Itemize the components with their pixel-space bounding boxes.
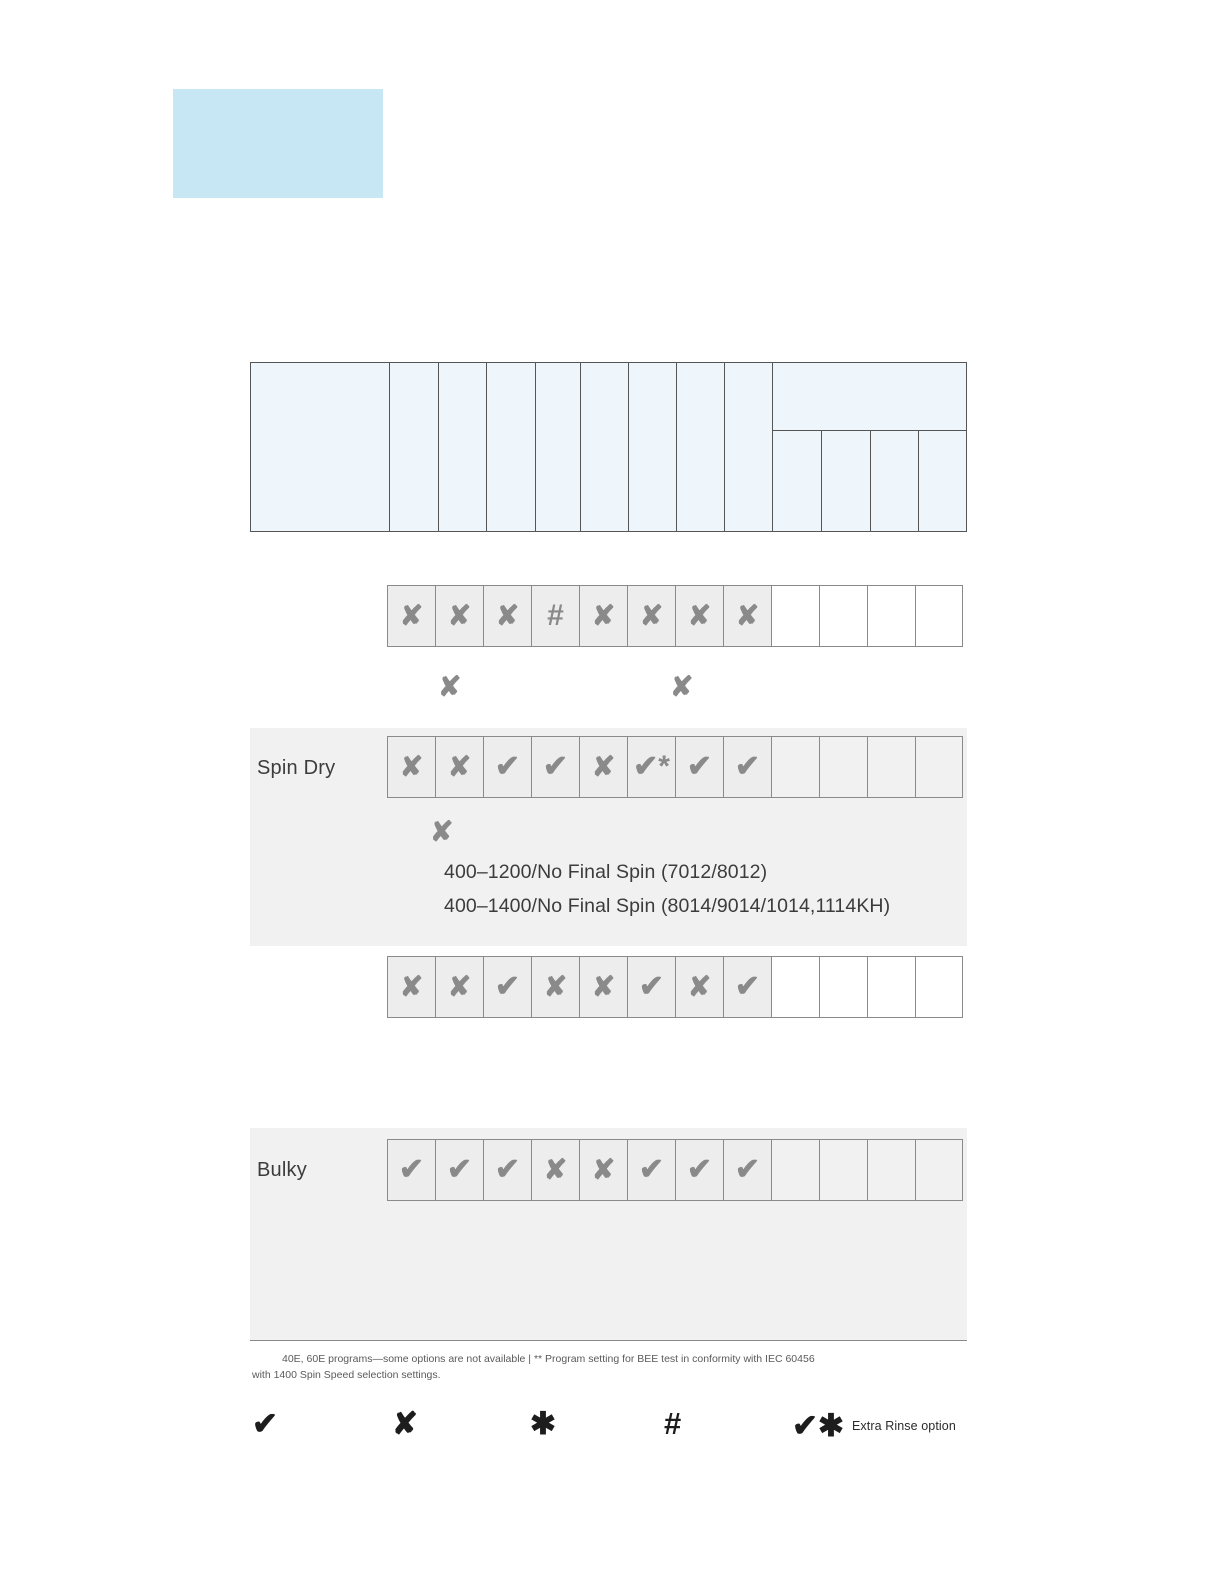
cross-icon: ✘	[591, 751, 616, 782]
legend-item-extra-rinse	[792, 1410, 956, 1441]
spin-speed-note-2: 400–1400/No Final Spin (8014/9014/1014,1114KH)	[444, 895, 891, 917]
header-cell-5	[535, 362, 580, 532]
table-cell[interactable]	[579, 956, 627, 1018]
check-icon: ✔	[494, 750, 521, 783]
legend	[240, 1404, 970, 1450]
check-icon: ✔	[734, 750, 761, 783]
cross-icon: ✘	[687, 600, 712, 631]
legend-item-cross	[392, 1408, 426, 1439]
table-cell[interactable]	[819, 956, 867, 1018]
table-cell[interactable]	[915, 585, 963, 647]
check-icon: ✔	[638, 1153, 665, 1186]
cross-icon: ✘	[438, 671, 462, 702]
footnote-line-2: with 1400 Spin Speed selection settings.	[252, 1368, 441, 1381]
table-cell[interactable]	[867, 956, 915, 1018]
cross-icon: ✘	[430, 816, 454, 847]
check-icon: ✔	[494, 970, 521, 1003]
check-icon: ✔	[686, 1153, 713, 1186]
hash-icon: #	[664, 1406, 682, 1441]
check-icon: ✔	[446, 1153, 473, 1186]
table-cell[interactable]	[627, 956, 675, 1018]
cross-icon: ✘	[591, 600, 616, 631]
header-subcell-1	[772, 430, 821, 532]
check-icon: ✔	[734, 970, 761, 1003]
table-cell[interactable]	[387, 956, 435, 1018]
header-cell-1	[250, 362, 389, 532]
table-cell[interactable]	[675, 1139, 723, 1201]
legend-item-check	[252, 1408, 286, 1439]
check-icon: ✔	[542, 750, 569, 783]
header-cell-6	[580, 362, 628, 532]
table-cell[interactable]	[819, 736, 867, 798]
table-cell[interactable]	[819, 585, 867, 647]
header-cell-4	[486, 362, 535, 532]
table-cell[interactable]	[531, 585, 579, 647]
legend-label: Extra Rinse option	[851, 1418, 956, 1433]
cross-icon: ✘	[639, 600, 664, 631]
table-cell[interactable]	[915, 1139, 963, 1201]
table-bottom-divider	[250, 1340, 967, 1341]
header-subcell-3	[870, 430, 918, 532]
cross-icon: ✘	[392, 1406, 418, 1441]
header-cell-8	[676, 362, 724, 532]
table-cell[interactable]	[483, 1139, 531, 1201]
header-cell-3	[438, 362, 486, 532]
cross-icon: ✘	[591, 1154, 616, 1185]
hash-icon: #	[547, 599, 564, 632]
footnote-line-1: 40E, 60E programs—some options are not available | ** Program setting for BEE test in conformity with IEC 60456	[282, 1353, 815, 1365]
row-1-cells	[387, 585, 963, 647]
table-cell[interactable]	[723, 956, 771, 1018]
table-cell[interactable]	[579, 736, 627, 798]
check-icon: ✔	[494, 1153, 521, 1186]
check-star-icon: ✔*	[633, 750, 670, 783]
cross-icon: ✘	[591, 971, 616, 1002]
check-star-icon: ✔✱	[792, 1408, 844, 1443]
blue-header-block	[173, 89, 383, 198]
table-cell[interactable]	[675, 736, 723, 798]
table-cell[interactable]	[483, 585, 531, 647]
cross-icon: ✘	[447, 971, 472, 1002]
row-label-bulky: Bulky	[257, 1159, 307, 1181]
cross-icon: ✘	[399, 751, 424, 782]
table-cell[interactable]	[723, 1139, 771, 1201]
table-cell[interactable]	[723, 736, 771, 798]
table-cell[interactable]	[435, 736, 483, 798]
cross-icon: ✘	[543, 971, 568, 1002]
table-cell[interactable]	[435, 956, 483, 1018]
table-cell[interactable]	[867, 585, 915, 647]
row-bulky-cells	[387, 1139, 963, 1201]
table-cell[interactable]	[435, 1139, 483, 1201]
table-cell[interactable]	[387, 585, 435, 647]
table-cell[interactable]	[771, 585, 819, 647]
header-subcell-2	[821, 430, 870, 532]
table-cell[interactable]	[627, 736, 675, 798]
spin-speed-note-1: 400–1200/No Final Spin (7012/8012)	[444, 861, 768, 883]
header-cell-2	[389, 362, 438, 532]
cross-icon: ✘	[447, 751, 472, 782]
table-cell[interactable]	[771, 1139, 819, 1201]
table-cell[interactable]	[531, 956, 579, 1018]
legend-item-star	[530, 1408, 564, 1439]
table-cell[interactable]	[771, 956, 819, 1018]
table-cell[interactable]	[387, 1139, 435, 1201]
table-cell[interactable]	[771, 736, 819, 798]
cross-icon: ✘	[543, 1154, 568, 1185]
check-icon: ✔	[638, 970, 665, 1003]
header-cell-9	[724, 362, 772, 532]
row-3-cells	[387, 956, 963, 1018]
table-cell[interactable]	[531, 1139, 579, 1201]
row-label-spin-dry: Spin Dry	[257, 757, 336, 779]
table-cell[interactable]	[387, 736, 435, 798]
check-icon: ✔	[252, 1406, 278, 1441]
header-grid	[250, 362, 967, 532]
cross-icon: ✘	[735, 600, 760, 631]
row-spin-dry-cells	[387, 736, 963, 798]
cross-icon: ✘	[670, 671, 694, 702]
table-cell[interactable]	[675, 585, 723, 647]
cross-icon: ✘	[399, 971, 424, 1002]
table-cell[interactable]	[627, 585, 675, 647]
header-cell-7	[628, 362, 676, 532]
table-cell[interactable]	[579, 585, 627, 647]
footnote	[252, 1352, 967, 1384]
table-cell[interactable]	[483, 956, 531, 1018]
check-icon: ✔	[686, 750, 713, 783]
cross-icon: ✘	[399, 600, 424, 631]
check-icon: ✔	[734, 1153, 761, 1186]
header-subcell-4	[918, 430, 967, 532]
cross-icon: ✘	[447, 600, 472, 631]
cross-icon: ✘	[495, 600, 520, 631]
table-cell[interactable]	[435, 585, 483, 647]
table-cell[interactable]	[915, 956, 963, 1018]
table-cell[interactable]	[579, 1139, 627, 1201]
table-cell[interactable]	[915, 736, 963, 798]
table-cell[interactable]	[723, 585, 771, 647]
star-icon: ✱	[530, 1406, 556, 1441]
table-cell[interactable]	[867, 736, 915, 798]
table-cell[interactable]	[675, 956, 723, 1018]
table-cell[interactable]	[531, 736, 579, 798]
check-icon: ✔	[398, 1153, 425, 1186]
legend-item-hash	[664, 1408, 689, 1439]
table-cell[interactable]	[867, 1139, 915, 1201]
cross-icon: ✘	[687, 971, 712, 1002]
table-cell[interactable]	[627, 1139, 675, 1201]
table-cell[interactable]	[819, 1139, 867, 1201]
table-cell[interactable]	[483, 736, 531, 798]
